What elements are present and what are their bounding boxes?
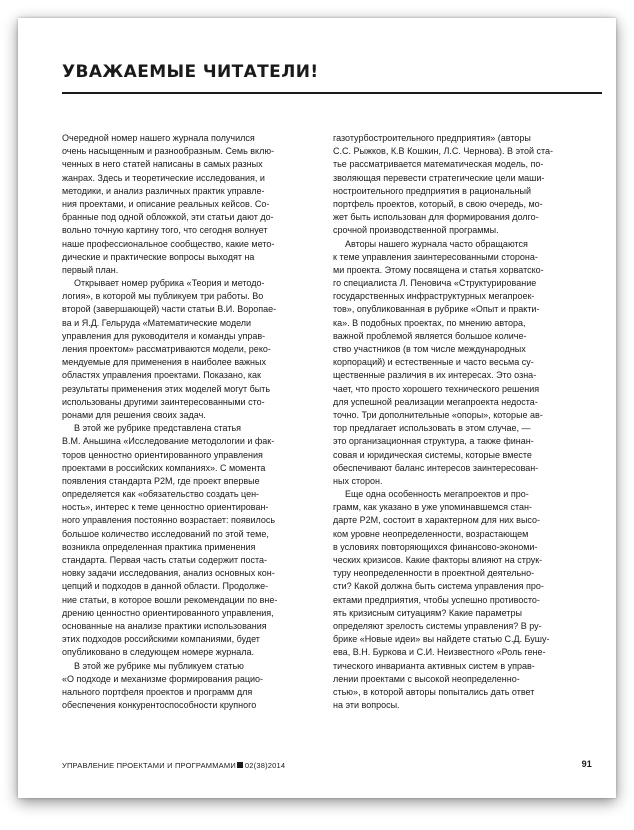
text-line: ева, В.Н. Буркова и С.И. Неизвестного «Роль гене- <box>333 647 546 658</box>
article-column-left <box>62 132 314 712</box>
text-line: ми проекта. Этому посвящена и статья хорватско- <box>333 264 544 275</box>
text-line: государственных инфраструктурных мегапроек- <box>333 291 535 302</box>
text-line: точно. Три дополнительные «опоры», которые ав- <box>333 409 543 420</box>
text-line: мендуемые для применения в наиболее важных <box>62 357 266 368</box>
square-separator-icon <box>237 762 243 768</box>
text-line: областях управления проектами. Показано, как <box>62 370 261 381</box>
text-line: на эти вопросы. <box>333 700 400 711</box>
title-divider <box>62 92 602 94</box>
text-line: лении проектами с высокой неопределенно- <box>333 673 520 684</box>
text-line: тье рассматривается математическая модель, по- <box>333 159 544 170</box>
text-line: стью», в которой авторы попытались дать ответ <box>333 686 535 697</box>
text-line: использованы другими заинтересованными сто- <box>62 396 265 407</box>
text-line: газотурбостроительного предприятия» (авторы <box>333 133 531 143</box>
text-line: определяют зрелость системы управления? В ру- <box>333 620 542 631</box>
text-line: стандарта. Первая часть статьи содержит поста- <box>62 555 268 565</box>
text-line: зволяющая перевести стратегические цели маши- <box>333 172 545 183</box>
text-line: чает, что просто хорошего технического решения <box>333 383 540 394</box>
text-line: портфель проектов, который, в свою очередь, мо- <box>333 198 543 209</box>
text-line: Открывает номер рубрика «Теория и методо- <box>74 278 265 289</box>
text-line: совая и юридическая системы, которые вместе <box>333 449 532 460</box>
text-line: это организационная структура, а также финан- <box>333 436 534 447</box>
text-line: основанные на анализе практики использования <box>62 620 267 631</box>
text-line: новку задачи исследования, анализ основных кон- <box>62 568 275 579</box>
text-line: «О подходе и механизме формирования рацио- <box>62 673 264 684</box>
text-line: корпораций) и естественные и часто весьма су- <box>333 357 534 368</box>
text-line: ство участников (в том числе международных <box>333 344 526 354</box>
text-line: логия», в которой мы публикуем три работы. Во <box>62 291 264 302</box>
page-number: 91 <box>581 759 592 769</box>
footer-journal-name: УПРАВЛЕНИЕ ПРОЕКТАМИ И ПРОГРАММАМИ <box>62 761 236 770</box>
magazine-page <box>18 18 616 798</box>
text-line: опубликовано в следующем номере журнала. <box>62 647 254 658</box>
text-line: го специалиста Л. Пеновича «Структурирование <box>333 278 537 289</box>
text-line: дарте P2M, состоит в характерном для них высо- <box>333 515 541 526</box>
text-line: жанрах. Здесь и теоретические исследования, и <box>62 172 265 183</box>
text-line: дические и практические вопросы выходят на <box>62 251 255 262</box>
text-line: жет быть использован для формирования долго- <box>333 212 539 223</box>
text-line: возникла определенная практика применения <box>62 541 256 552</box>
text-line: ка». В подобных проектах, по мнению автора, <box>333 317 526 328</box>
text-line: вольно точную картину того, что сегодня волнует <box>62 225 268 236</box>
text-line: ных сторон. <box>333 475 383 486</box>
text-line: В этой же рубрике представлена статья <box>74 423 242 434</box>
text-line: щественные различия в их интересах. Это озна- <box>333 370 537 381</box>
text-line: этих подходов российскими компаниями, будет <box>62 634 260 645</box>
text-line: проектами в российских компаниях». С момента <box>62 462 266 473</box>
text-line: важной проблемой является большое количе- <box>333 330 527 341</box>
text-line: ние статьи, в которое вошли рекомендации по вне- <box>62 594 278 605</box>
text-line: ность», интерес к теме ценностно ориентирован- <box>62 502 269 513</box>
text-line: туру неопределенности в проектной деятельно- <box>333 568 535 579</box>
text-line: ва и Я.Д. Гельруда «Математические модели <box>62 317 252 328</box>
text-line: срочной производственной программы. <box>333 225 499 236</box>
text-line: второй (завершающей) части статьи В.И. Воропае- <box>62 304 277 315</box>
text-line: С.С. Рыжков, К.В Кошкин, Л.С. Чернова). В этой ста- <box>333 146 554 157</box>
text-line: цепций и подходов в данной области. Продолже- <box>62 581 269 592</box>
text-line: методики, и анализ различных практик управле- <box>62 185 265 196</box>
text-line: ком уровне неопределенности, возрастающем <box>333 528 529 539</box>
text-line: В этой же рубрике мы публикуем статью <box>74 660 244 671</box>
text-line: первый план. <box>62 264 119 275</box>
text-line: ченных в него статей написаны в самых разных <box>62 159 263 170</box>
text-line: большое количество исследований по этой теме, <box>62 528 269 539</box>
text-line: ления проектом» рассматриваются модели, реко- <box>62 344 271 354</box>
text-line: Авторы нашего журнала часто обращаются <box>345 238 528 249</box>
text-line: ять кризисным ситуациям? Какие параметры <box>333 607 522 618</box>
page-footer <box>62 761 602 770</box>
text-line: тического инварианта активных систем в управ- <box>333 660 535 671</box>
text-line: очень насыщенным и разнообразным. Семь вклю- <box>62 146 275 157</box>
text-line: брике «Новые идеи» вы найдете статью С.Д. Бушу- <box>333 634 550 645</box>
text-line: обеспечивают баланс интересов заинтересован- <box>333 462 539 473</box>
text-line: ческих кризисов. Какие факторы влияют на струк- <box>333 555 543 565</box>
text-line: ного управления постоянно возрастает: появилось <box>62 515 276 526</box>
text-line: Очередной номер нашего журнала получился <box>62 133 255 143</box>
text-line: тов», опубликованная в рубрике «Опыт и практи- <box>333 304 540 315</box>
text-line: нального портфеля проектов и программ для <box>62 686 253 697</box>
text-line: ния проектами, и описание реальных кейсов. Со- <box>62 198 270 209</box>
article-column-right <box>333 132 585 712</box>
footer-issue: 02(38)2014 <box>244 761 286 770</box>
text-line: В.М. Аньшина «Исследование методологии и фак- <box>62 436 275 447</box>
text-line: обеспечения конкурентоспособности крупного <box>62 700 257 711</box>
text-line: появления стандарта P2M, где проект впервые <box>62 475 260 486</box>
text-line: Еще одна особенность мегапроектов и про- <box>345 489 529 500</box>
text-line: ектами предприятия, чтобы успешно противосто- <box>333 594 540 605</box>
text-line: сти? Какой должна быть система управления про- <box>333 581 544 592</box>
text-line: грамм, как указано в уже упоминавшемся стан- <box>333 502 532 513</box>
text-line: бранные под одной обложкой, эти статьи дают до- <box>62 212 274 223</box>
text-line: наше профессиональное сообщество, какие мето- <box>62 238 275 249</box>
text-line: результаты применения этих моделей могут быть <box>62 383 271 394</box>
text-line: определяется как «обязательство создать цен- <box>62 489 260 500</box>
text-line: к теме управления заинтересованными сторона- <box>333 251 538 262</box>
text-line: тор предлагает использовать в этом случае, — <box>333 423 531 434</box>
text-line: ностроительного предприятия в рациональный <box>333 185 531 196</box>
text-line: дрению ценностно ориентированного управления, <box>62 607 274 618</box>
page-title: УВАЖАЕМЫЕ ЧИТАТЕЛИ! <box>62 62 319 82</box>
text-line: ронами для решения своих задач. <box>62 409 206 420</box>
text-line: торов ценностно ориентированного управления <box>62 449 263 460</box>
text-line: управления для руководителя и команды управ- <box>62 330 266 341</box>
text-line: для успешной реализации мегапроекта недоста- <box>333 396 538 407</box>
text-line: в условиях повторяющихся финансово-экономи- <box>333 541 538 552</box>
